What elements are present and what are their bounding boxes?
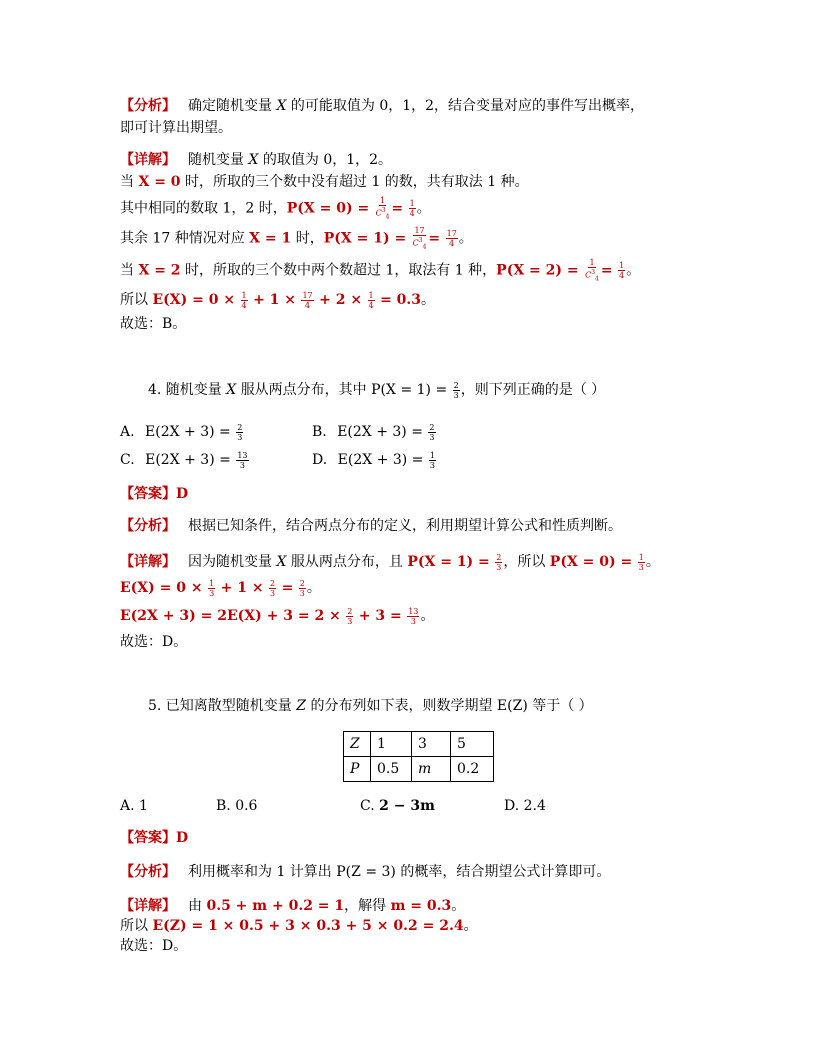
var-x: X bbox=[248, 152, 259, 168]
math: P(X = 0) = bbox=[286, 200, 370, 217]
subscript: 4 bbox=[422, 243, 427, 251]
math: = bbox=[281, 580, 294, 596]
denominator bbox=[375, 206, 391, 221]
detail-line bbox=[120, 578, 321, 598]
detail-line bbox=[120, 916, 478, 936]
math: E(2X + 3) = bbox=[337, 424, 423, 440]
analysis-tag: 【分析】 bbox=[120, 98, 176, 114]
numerator: 2 bbox=[429, 422, 435, 432]
detail-text: 的取值为 0，1，2。 bbox=[262, 152, 393, 168]
math: E(Z) bbox=[496, 698, 528, 714]
detail-line bbox=[120, 606, 434, 626]
analysis-line-2 bbox=[120, 118, 232, 138]
option-a[interactable] bbox=[120, 422, 244, 442]
option-label: C. bbox=[360, 798, 375, 814]
math: E(2X + 3) = bbox=[145, 424, 231, 440]
denominator bbox=[412, 236, 428, 251]
math: 2 − 3m bbox=[379, 798, 435, 814]
numerator: 2 bbox=[453, 380, 459, 390]
fraction bbox=[495, 553, 502, 572]
numerator: 1 bbox=[589, 258, 595, 267]
denominator: 3 bbox=[453, 390, 459, 400]
numerator: 17 bbox=[414, 226, 425, 235]
math: X = 0 bbox=[138, 174, 181, 190]
numerator: 13 bbox=[408, 606, 419, 616]
fraction bbox=[208, 579, 215, 598]
var-z: Z bbox=[296, 698, 306, 714]
superscript: 3 bbox=[381, 207, 386, 214]
fraction bbox=[301, 291, 313, 310]
math: 0.5 + m + 0.2 = 1 bbox=[206, 898, 345, 914]
analysis-tag: 【分析】 bbox=[120, 864, 176, 880]
text: 当 bbox=[120, 262, 134, 279]
denominator bbox=[584, 268, 600, 283]
math: P(X = 1) = bbox=[323, 230, 407, 247]
text: 。 bbox=[306, 580, 321, 596]
fraction bbox=[453, 381, 460, 400]
detail-line bbox=[120, 150, 392, 170]
math: = 0.3 bbox=[380, 292, 422, 308]
fraction bbox=[446, 229, 458, 248]
choice-line bbox=[120, 632, 187, 652]
option-text: A. 1 bbox=[120, 798, 148, 814]
text: 所以 bbox=[120, 292, 148, 308]
option-c[interactable] bbox=[120, 450, 250, 470]
math: E(2X + 3) = bbox=[337, 452, 424, 468]
denominator: 3 bbox=[429, 460, 435, 470]
text: 。 bbox=[451, 898, 466, 914]
answer-value: D bbox=[176, 830, 189, 846]
detail-line bbox=[120, 896, 465, 916]
denominator: 3 bbox=[429, 432, 435, 442]
answer-line bbox=[120, 484, 188, 504]
text: 。 bbox=[420, 608, 435, 624]
analysis-text: 的可能取值为 0，1，2，结合变量对应的事件写出概率， bbox=[290, 98, 645, 114]
text: 当 bbox=[120, 174, 134, 190]
table-row bbox=[344, 732, 494, 757]
fraction bbox=[428, 423, 435, 442]
numerator: 1 bbox=[368, 290, 374, 300]
subscript: 4 bbox=[595, 275, 599, 283]
choice-text: 故选：D。 bbox=[120, 634, 188, 650]
numerator: 1 bbox=[429, 450, 435, 460]
denominator: 4 bbox=[368, 300, 374, 310]
table-cell: 3 bbox=[412, 732, 451, 757]
math: E(Z) = 1 × 0.5 + 3 × 0.3 + 5 × 0.2 = 2.4 bbox=[152, 918, 464, 934]
fraction bbox=[409, 199, 416, 218]
var-x: X bbox=[276, 554, 287, 570]
option-d[interactable] bbox=[312, 450, 437, 470]
table-cell: P bbox=[344, 757, 371, 782]
detail-tag: 【详解】 bbox=[120, 152, 176, 168]
c-symbol: C bbox=[375, 208, 382, 218]
fraction bbox=[375, 196, 391, 221]
numerator: 17 bbox=[446, 229, 457, 239]
superscript: 3 bbox=[591, 269, 596, 276]
numerator: 2 bbox=[237, 422, 243, 432]
analysis-line bbox=[120, 862, 610, 882]
subscript: 4 bbox=[385, 213, 390, 221]
denominator: 4 bbox=[409, 209, 415, 219]
analysis-line bbox=[120, 96, 644, 116]
fraction bbox=[299, 579, 306, 598]
text: 由 bbox=[188, 898, 202, 914]
numerator: 13 bbox=[237, 450, 248, 460]
option-text: B. 0.6 bbox=[216, 798, 258, 814]
option-a[interactable] bbox=[120, 796, 148, 816]
analysis-tag: 【分析】 bbox=[120, 518, 176, 534]
analysis-text: 即可计算出期望。 bbox=[120, 120, 232, 136]
fraction bbox=[429, 451, 436, 470]
text: 其中相同的数取 1，2 时， bbox=[120, 200, 287, 217]
numerator: 1 bbox=[209, 578, 215, 588]
detail-tag: 【详解】 bbox=[120, 898, 176, 914]
numerator: 2 bbox=[270, 578, 276, 588]
math: P(X = 1) = bbox=[407, 554, 490, 570]
denominator: 4 bbox=[305, 300, 311, 310]
option-b[interactable] bbox=[216, 796, 257, 816]
text: 。 bbox=[421, 292, 436, 308]
text: 4. 随机变量 bbox=[148, 382, 222, 398]
numerator: 2 bbox=[347, 606, 353, 616]
numerator: 2 bbox=[496, 552, 502, 562]
choice-line bbox=[120, 936, 187, 956]
math: = bbox=[391, 200, 404, 217]
denominator: 3 bbox=[239, 460, 245, 470]
detail-line bbox=[120, 258, 640, 283]
numerator: 1 bbox=[619, 261, 625, 271]
answer-value: D bbox=[176, 486, 189, 502]
denominator: 3 bbox=[638, 562, 644, 572]
fraction bbox=[241, 291, 248, 310]
denominator: 4 bbox=[241, 300, 247, 310]
math: E(X) = 0 × bbox=[152, 292, 236, 308]
choice-text: 故选：D。 bbox=[120, 938, 188, 954]
option-label: D. bbox=[312, 452, 328, 468]
c-symbol: C bbox=[412, 238, 419, 248]
answer-tag: 【答案】 bbox=[120, 486, 176, 502]
text: ，则下列正确的是（ ） bbox=[460, 382, 606, 398]
superscript: 3 bbox=[418, 237, 423, 244]
math: + 2 × bbox=[319, 292, 363, 308]
text: 利用概率和为 1 计算出 bbox=[188, 864, 332, 880]
fraction bbox=[412, 226, 428, 251]
var-x: X bbox=[226, 382, 237, 398]
option-label: A. bbox=[120, 424, 135, 440]
text: 的分布列如下表，则数学期望 bbox=[310, 698, 493, 714]
option-text: D. 2.4 bbox=[504, 798, 546, 814]
table-row bbox=[344, 757, 494, 782]
question-5-stem bbox=[148, 696, 593, 716]
fraction bbox=[584, 258, 600, 283]
fraction bbox=[236, 451, 248, 470]
text: ，解得 bbox=[344, 898, 387, 914]
answer-tag: 【答案】 bbox=[120, 830, 176, 846]
detail-line bbox=[120, 290, 435, 310]
text: 所以 bbox=[120, 918, 148, 934]
denominator: 3 bbox=[209, 588, 215, 598]
text: 5. 已知离散型随机变量 bbox=[148, 698, 292, 714]
numerator: 2 bbox=[299, 578, 305, 588]
math: = bbox=[428, 230, 441, 247]
option-label: C. bbox=[120, 452, 135, 468]
math: = bbox=[600, 262, 613, 279]
option-b[interactable] bbox=[312, 422, 437, 442]
math: X = 2 bbox=[138, 262, 181, 279]
math: P(X = 0) = bbox=[549, 554, 633, 570]
numerator: 1 bbox=[409, 199, 415, 209]
text: 时，所取的三个数中两个数超过 1，取法有 1 种， bbox=[185, 262, 497, 279]
text: 其余 17 种情况对应 bbox=[120, 230, 245, 247]
denominator: 3 bbox=[496, 562, 502, 572]
denominator: 3 bbox=[237, 432, 243, 442]
text: ，所以 bbox=[503, 554, 546, 570]
fraction bbox=[638, 553, 645, 572]
math: P(X = 1) = bbox=[371, 382, 448, 398]
choice-line bbox=[120, 314, 186, 334]
text: 。 bbox=[463, 918, 478, 934]
denominator: 3 bbox=[270, 588, 276, 598]
math: E(2X + 3) = 2E(X) + 3 = 2 × bbox=[120, 608, 341, 624]
denominator: 3 bbox=[410, 616, 416, 626]
numerator: 17 bbox=[302, 290, 313, 300]
option-label: B. bbox=[312, 424, 327, 440]
analysis-text: 确定随机变量 bbox=[188, 98, 272, 114]
question-4-stem bbox=[148, 380, 605, 400]
numerator: 1 bbox=[638, 552, 644, 562]
table-cell: m bbox=[412, 757, 451, 782]
option-c[interactable] bbox=[360, 796, 435, 816]
choice-text: 故选：B。 bbox=[120, 316, 187, 332]
math: E(X) = 0 × bbox=[120, 580, 203, 596]
detail-line bbox=[120, 172, 529, 192]
denominator: 4 bbox=[449, 239, 455, 249]
fraction bbox=[346, 607, 353, 626]
fraction bbox=[236, 423, 243, 442]
fraction bbox=[269, 579, 276, 598]
denominator: 4 bbox=[619, 271, 625, 281]
table-cell: 1 bbox=[371, 732, 412, 757]
text: 服从两点分布，且 bbox=[290, 554, 403, 570]
fraction bbox=[618, 261, 625, 280]
text: 等于（ ） bbox=[532, 698, 593, 714]
math: + 1 × bbox=[220, 580, 264, 596]
math: P(X = 2) = bbox=[496, 262, 579, 279]
table-cell: Z bbox=[344, 732, 371, 757]
fraction bbox=[407, 607, 419, 626]
text: 时， bbox=[295, 230, 324, 247]
text: 。 bbox=[626, 262, 641, 279]
numerator: 1 bbox=[379, 196, 386, 205]
analysis-text: 根据已知条件，结合两点分布的定义，利用期望计算公式和性质判断。 bbox=[188, 518, 622, 534]
c-symbol: C bbox=[585, 270, 592, 280]
denominator: 3 bbox=[299, 588, 305, 598]
text: 。 bbox=[458, 230, 473, 247]
math: m = 0.3 bbox=[390, 898, 452, 914]
text: 。 bbox=[416, 200, 431, 217]
answer-line bbox=[120, 828, 188, 848]
analysis-line bbox=[120, 516, 622, 536]
text: 的概率，结合期望公式计算即可。 bbox=[400, 864, 611, 880]
var-x: X bbox=[276, 98, 287, 114]
text: 因为随机变量 bbox=[188, 554, 272, 570]
detail-text: 随机变量 bbox=[188, 152, 244, 168]
detail-line bbox=[120, 226, 473, 251]
denominator: 3 bbox=[347, 616, 353, 626]
option-d[interactable] bbox=[504, 796, 546, 816]
detail-tag: 【详解】 bbox=[120, 554, 176, 570]
detail-line bbox=[120, 552, 660, 572]
text: 服从两点分布，其中 bbox=[240, 382, 367, 398]
numerator: 1 bbox=[241, 290, 247, 300]
table-cell: 0.2 bbox=[451, 757, 494, 782]
distribution-table bbox=[343, 731, 494, 782]
table-cell: 0.5 bbox=[371, 757, 412, 782]
text: 时，所取的三个数中没有超过 1 的数，共有取法 1 种。 bbox=[185, 174, 529, 190]
math: X = 1 bbox=[249, 230, 292, 247]
math: + 1 × bbox=[253, 292, 297, 308]
table-cell: 5 bbox=[451, 732, 494, 757]
detail-line bbox=[120, 196, 431, 221]
math: P(Z = 3) bbox=[336, 864, 396, 880]
math: E(2X + 3) = bbox=[145, 452, 231, 468]
text: 。 bbox=[645, 554, 660, 570]
math: + 3 = bbox=[358, 608, 402, 624]
fraction bbox=[368, 291, 375, 310]
